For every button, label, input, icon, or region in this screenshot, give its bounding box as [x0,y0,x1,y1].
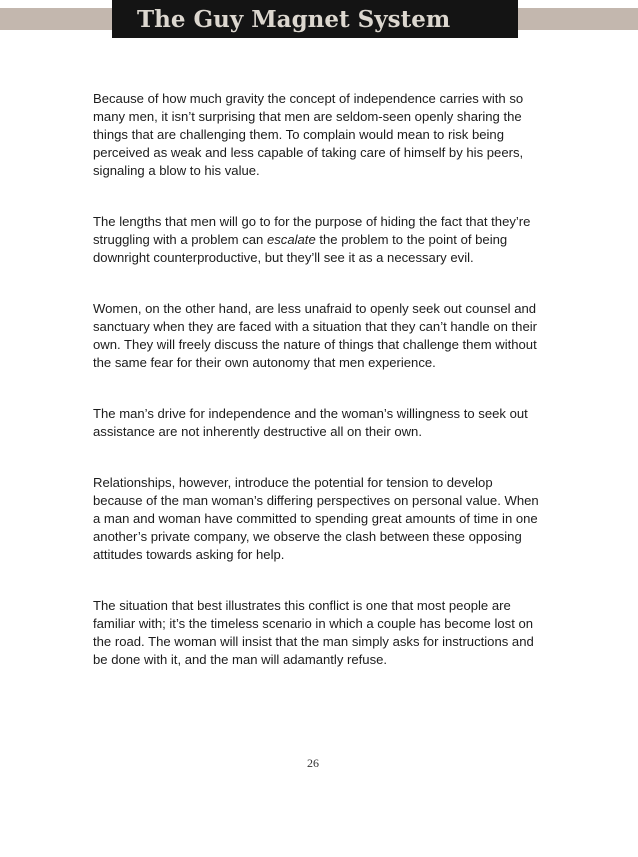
body-text [93,90,543,702]
paragraph-text: The lengths that men will go to for the purpose of hiding the fact that they’re struggling with a problem can [93,214,531,247]
header-banner [112,0,518,38]
paragraph-text: the problem to the point of being downright counterproductive, but they’ll see it as a necessary evil. [93,232,508,265]
paragraph: Because of how much gravity the concept of independence carries with so many men, it isn’t surprising that men are seldom-seen openly sharing the things that are challenging them. To complain would mean to risk being perceived as weak and less capable of taking care of himself by his peers, signaling a blow to his value. [93,91,524,178]
paragraph: Women, on the other hand, are less unafraid to openly seek out counsel and sanctuary when they are faced with a situation that they can’t handle on their own. They will freely discuss the nature of things that challenge them without the same fear for their own autonomy that men experience. [93,301,538,370]
page-number: 26 [307,756,319,770]
paragraph: Relationships, however, introduce the potential for tension to develop because of the man woman’s differing perspectives on personal value. When a man and woman have committed to spending great amounts of time in one another’s private company, we observe the clash between these opposing attitudes towards asking for help. [93,475,539,562]
emphasized-word: escalate [266,232,316,247]
paragraph: The situation that best illustrates this conflict is one that most people are familiar with; it’s the timeless scenario in which a couple has become lost on the road. The woman will insist that the man simply asks for instructions and be done with it, and the man will adamantly refuse. [93,598,534,667]
paragraph [93,213,543,267]
paragraph: The man’s drive for independence and the woman’s willingness to seek out assistance are not inherently destructive all on their own. [93,406,528,439]
document-title: The Guy Magnet System [137,5,451,33]
